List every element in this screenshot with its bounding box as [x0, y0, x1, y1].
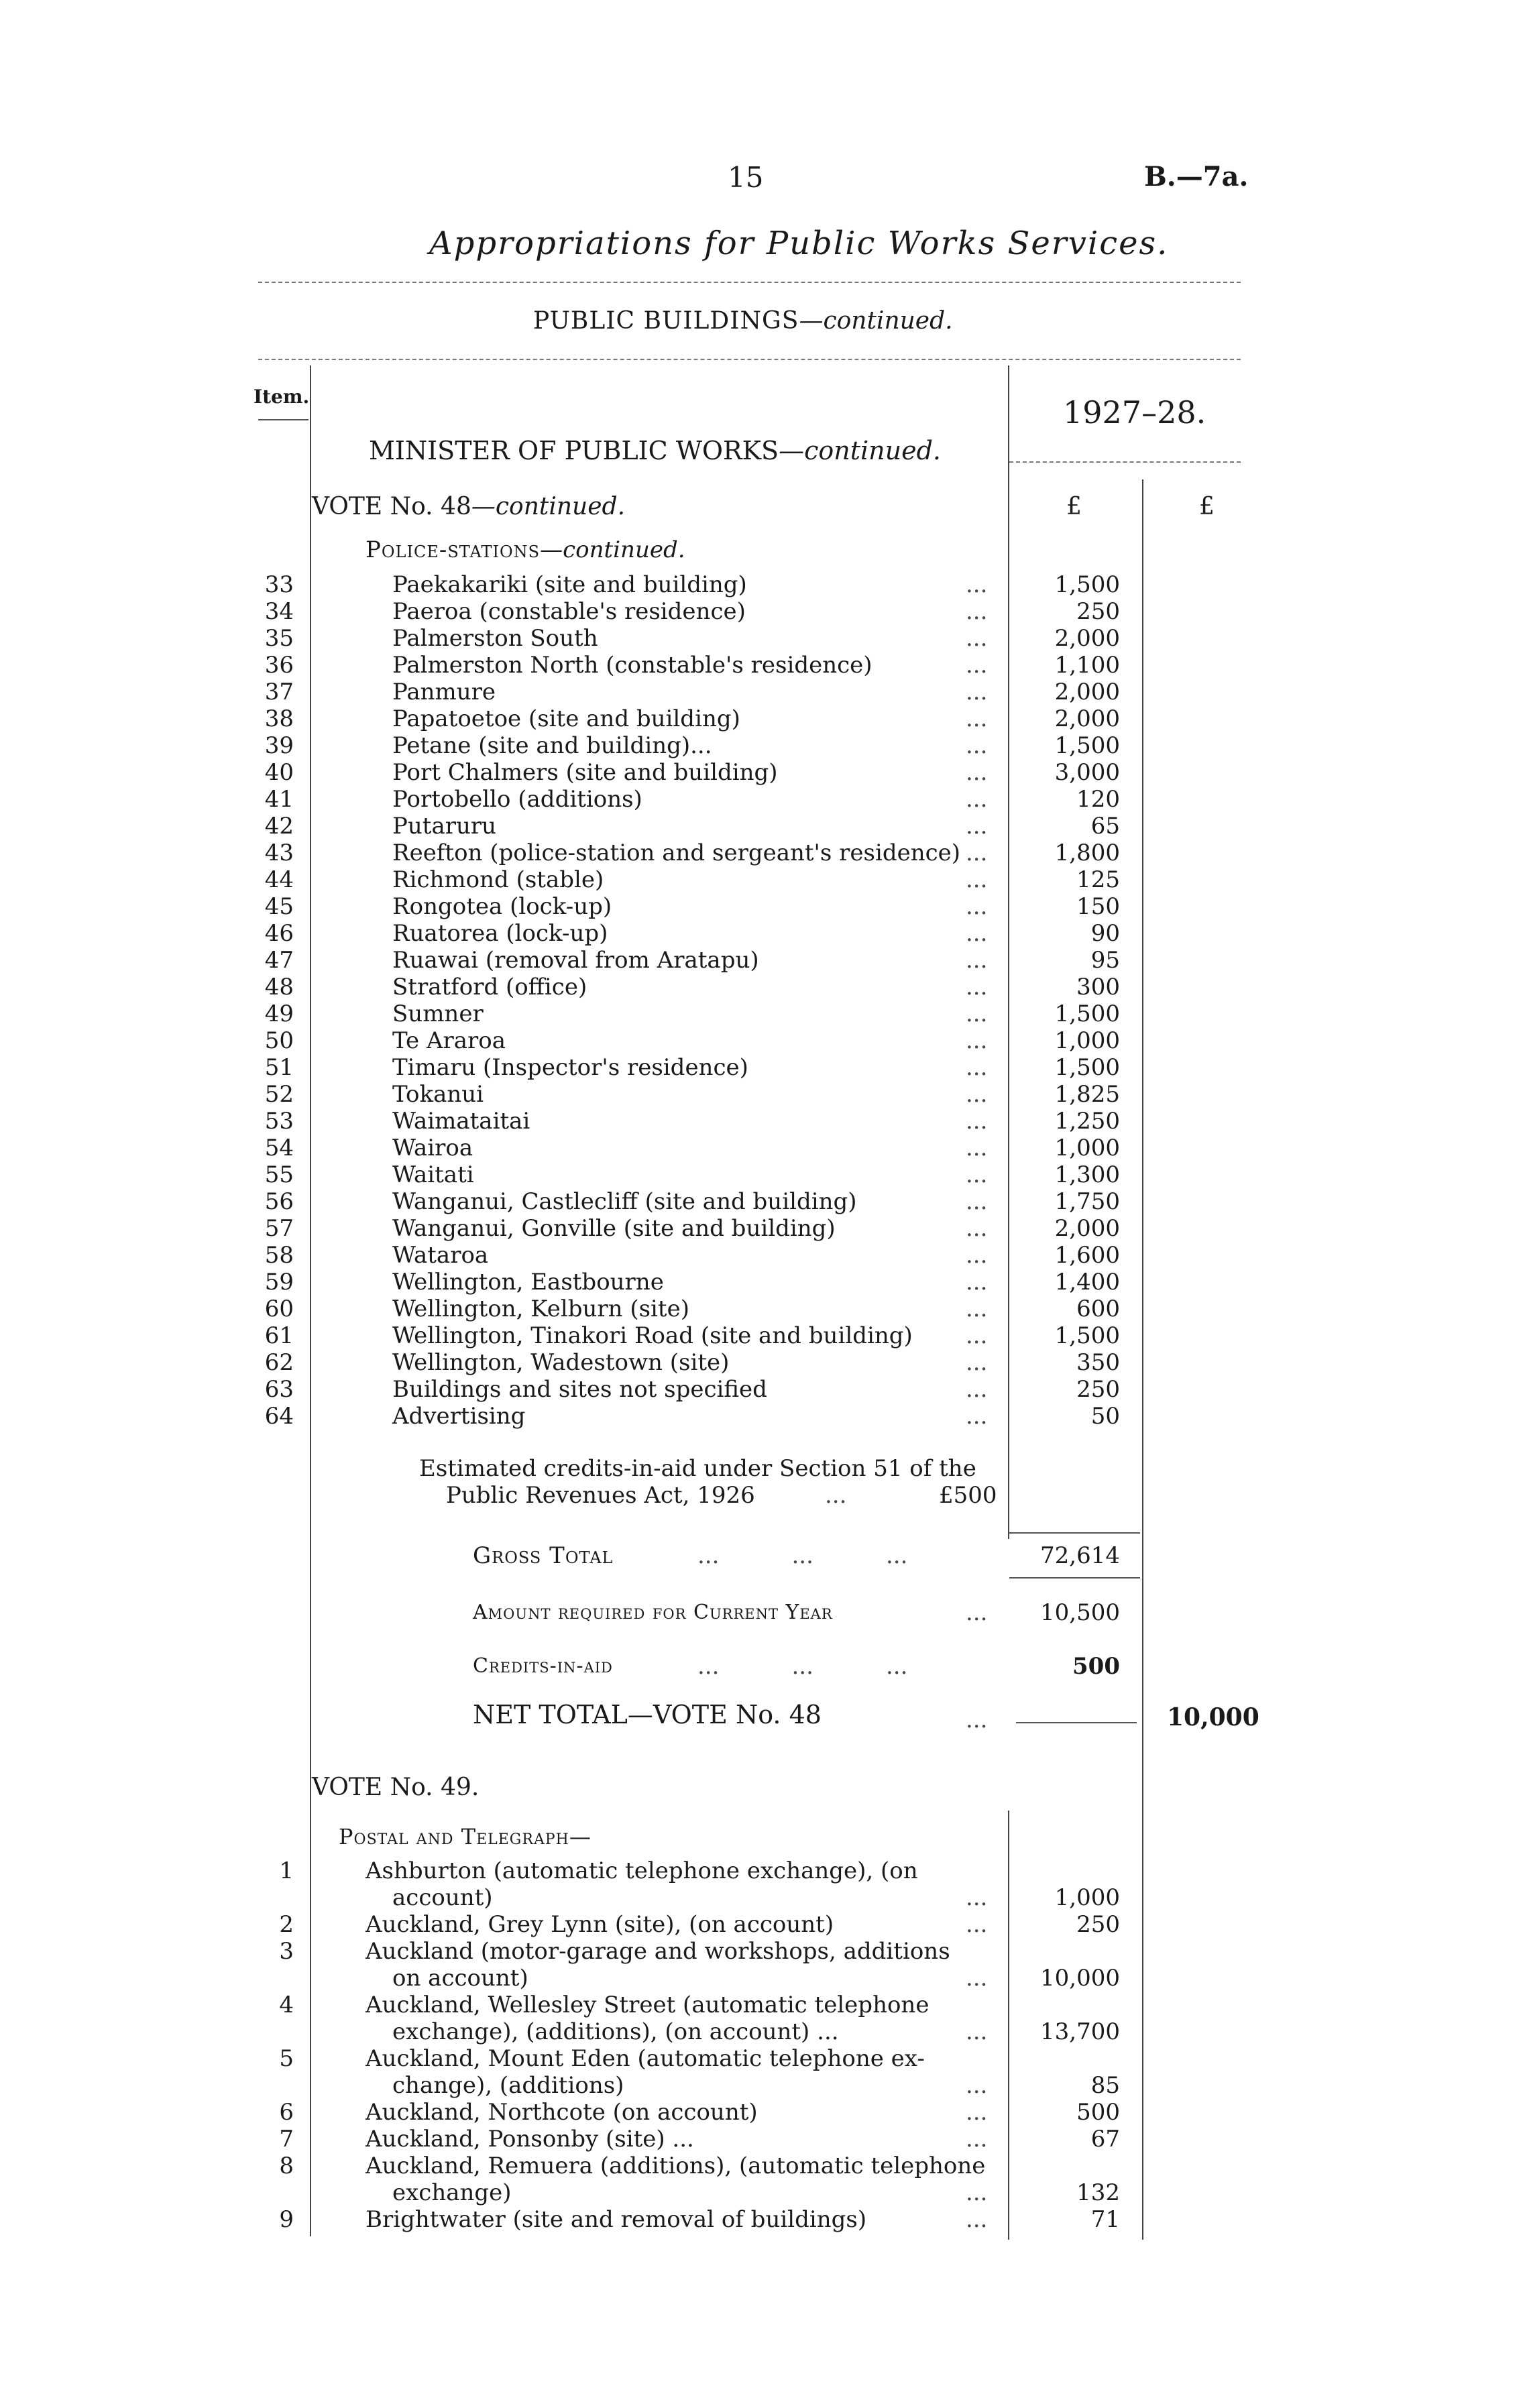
leader-dots: ...	[966, 1054, 988, 1081]
police-item-description: Sumner	[392, 1000, 484, 1027]
vote49-item-amount: 13,700	[1040, 2018, 1120, 2045]
vote49-subheading: Postal and Telegraph—	[339, 1824, 592, 1849]
police-item-amount: 1,800	[1054, 840, 1120, 866]
police-item-number: 50	[264, 1027, 294, 1054]
leader-dots: ...	[966, 840, 988, 866]
police-item-amount: 1,825	[1054, 1081, 1120, 1108]
police-item-amount: 2,000	[1054, 1215, 1120, 1242]
police-item-number: 61	[264, 1322, 294, 1349]
leader-dots: ...	[966, 2179, 988, 2206]
police-item-number: 33	[264, 571, 294, 598]
police-item-description: Wellington, Kelburn (site)	[392, 1296, 689, 1322]
police-item-number: 56	[264, 1188, 294, 1215]
police-item-description: Wellington, Wadestown (site)	[392, 1349, 730, 1376]
page-title: Appropriations for Public Works Services.	[429, 225, 1169, 262]
vote49-item-description: exchange)	[392, 2179, 512, 2206]
leader-dots: ...	[966, 1135, 988, 1161]
police-item-description: Ruatorea (lock-up)	[392, 920, 608, 947]
police-item-description: Reefton (police-station and sergeant's residence)	[392, 840, 961, 866]
police-item-description: Timaru (Inspector's residence)	[392, 1054, 748, 1081]
credits-in-aid-label: Credits-in-aid	[473, 1654, 613, 1678]
vote49-item-number: 5	[279, 2045, 294, 2072]
leader-dots: ...	[966, 1242, 988, 1269]
police-item-description: Rongotea (lock-up)	[392, 893, 612, 920]
vote49-item-description: Auckland, Northcote (on account)	[365, 2099, 758, 2126]
leader-dots: ...	[966, 1027, 988, 1054]
item-header-rule	[258, 419, 308, 420]
leader-dots: ...	[966, 2126, 988, 2153]
leader-dots: ...	[966, 920, 988, 947]
police-subheading	[365, 536, 685, 563]
police-item-amount: 1,750	[1054, 1188, 1120, 1215]
police-main: Police-stations	[365, 536, 541, 563]
leader-dots: ...	[966, 1965, 988, 1992]
leader-dots: ...	[966, 2072, 988, 2099]
amount-column-rule-left	[1008, 365, 1009, 1539]
item-column-header: Item.	[253, 386, 310, 408]
leader-dots: ...	[966, 974, 988, 1000]
police-item-description: Papatoetoe (site and building)	[392, 705, 740, 732]
vote49-item-amount: 1,000	[1054, 1884, 1120, 1911]
leader-dots: ...	[966, 1000, 988, 1027]
police-item-amount: 1,500	[1054, 1322, 1120, 1349]
pound-sign-2: £	[1199, 493, 1215, 520]
police-item-amount: 350	[1076, 1349, 1120, 1376]
police-item-number: 41	[264, 786, 294, 813]
leader-dots: ...	[966, 625, 988, 652]
leader-dots: ...	[966, 1322, 988, 1349]
vote49-item-amount: 67	[1090, 2126, 1120, 2153]
police-item-amount: 125	[1076, 866, 1120, 893]
police-item-description: Putaruru	[392, 813, 497, 840]
amount-required-dots: ...	[966, 1599, 988, 1626]
amount-column-rule-right	[1142, 479, 1143, 2240]
police-item-description: Wellington, Eastbourne	[392, 1269, 664, 1296]
vote49-item-amount: 10,000	[1040, 1965, 1120, 1992]
leader-dots: ...	[966, 732, 988, 759]
police-item-amount: 150	[1076, 893, 1120, 920]
leader-dots: ...	[966, 1349, 988, 1376]
police-item-number: 64	[264, 1403, 294, 1430]
gross-total-dots: ... ... ...	[697, 1542, 908, 1569]
minister-cont: —continued.	[779, 436, 941, 465]
table-top-rule	[258, 359, 1241, 360]
vote49-item-number: 1	[279, 1857, 294, 1884]
vote49-item-description: Auckland, Remuera (additions), (automatic telephone	[365, 2153, 986, 2179]
police-item-number: 42	[264, 813, 294, 840]
police-item-amount: 1,400	[1054, 1269, 1120, 1296]
amount-column-rule-left-lower	[1008, 1811, 1009, 2240]
vote49-item-amount: 132	[1076, 2179, 1120, 2206]
police-item-number: 49	[264, 1000, 294, 1027]
credits-note-line2: Public Revenues Act, 1926	[446, 1482, 755, 1509]
police-item-amount: 65	[1090, 813, 1120, 840]
police-item-amount: 1,250	[1054, 1108, 1120, 1135]
police-item-description: Stratford (office)	[392, 974, 587, 1000]
vote49-item-description: Auckland, Grey Lynn (site), (on account)	[365, 1911, 834, 1938]
police-item-amount: 50	[1090, 1403, 1120, 1430]
net-total-dash	[1016, 1722, 1137, 1723]
vote49-item-amount: 85	[1090, 2072, 1120, 2099]
leader-dots: ...	[966, 893, 988, 920]
credits-in-aid-value: 500	[1072, 1653, 1120, 1680]
vote49-item-description: Auckland, Ponsonby (site) ...	[365, 2126, 694, 2153]
leader-dots: ...	[966, 786, 988, 813]
police-item-number: 60	[264, 1296, 294, 1322]
police-item-amount: 120	[1076, 786, 1120, 813]
police-item-number: 43	[264, 840, 294, 866]
police-item-description: Portobello (additions)	[392, 786, 642, 813]
leader-dots: ...	[966, 2099, 988, 2126]
police-item-amount: 250	[1076, 598, 1120, 625]
police-item-description: Wanganui, Gonville (site and building)	[392, 1215, 836, 1242]
subtitle-cont: —continued.	[799, 307, 953, 335]
leader-dots: ...	[966, 1884, 988, 1911]
leader-dots: ...	[966, 1215, 988, 1242]
vote49-item-description: exchange), (additions), (on account) ...	[392, 2018, 839, 2045]
vote49-heading: VOTE No. 49.	[312, 1774, 480, 1801]
police-item-amount: 600	[1076, 1296, 1120, 1322]
police-item-number: 34	[264, 598, 294, 625]
net-total-dots: ...	[966, 1707, 988, 1733]
police-item-amount: 1,500	[1054, 1054, 1120, 1081]
leader-dots: ...	[966, 1188, 988, 1215]
police-item-number: 38	[264, 705, 294, 732]
police-item-amount: 3,000	[1054, 759, 1120, 786]
vote49-item-number: 8	[279, 2153, 294, 2179]
police-item-description: Wellington, Tinakori Road (site and building)	[392, 1322, 913, 1349]
police-item-description: Tokanui	[392, 1081, 484, 1108]
gross-total-value: 72,614	[1040, 1542, 1120, 1569]
police-item-amount: 250	[1076, 1376, 1120, 1403]
leader-dots: ...	[966, 759, 988, 786]
police-item-number: 55	[264, 1161, 294, 1188]
police-cont: —continued.	[540, 536, 685, 563]
leader-dots: ...	[966, 2018, 988, 2045]
police-item-amount: 2,000	[1054, 705, 1120, 732]
leader-dots: ...	[966, 1911, 988, 1938]
pound-sign-1: £	[1066, 493, 1082, 520]
police-item-description: Wairoa	[392, 1135, 473, 1161]
year-column-header: 1927–28.	[1063, 394, 1206, 431]
amount-required-label: Amount required for Current Year	[473, 1601, 833, 1624]
vote49-item-number: 4	[279, 1992, 294, 2018]
vote48-heading	[312, 493, 625, 520]
vote49-item-number: 7	[279, 2126, 294, 2153]
gross-total-label: Gross Total	[473, 1542, 614, 1569]
minister-heading	[369, 436, 941, 465]
police-item-number: 59	[264, 1269, 294, 1296]
police-item-number: 58	[264, 1242, 294, 1269]
police-item-description: Palmerston North (constable's residence)	[392, 652, 872, 679]
leader-dots: ...	[966, 1161, 988, 1188]
vote49-item-amount: 500	[1076, 2099, 1120, 2126]
police-item-description: Port Chalmers (site and building)	[392, 759, 778, 786]
vote49-item-description: Auckland, Mount Eden (automatic telephone ex-	[365, 2045, 925, 2072]
police-item-amount: 1,500	[1054, 732, 1120, 759]
police-item-number: 53	[264, 1108, 294, 1135]
leader-dots: ...	[966, 571, 988, 598]
leader-dots: ...	[966, 598, 988, 625]
leader-dots: ...	[966, 705, 988, 732]
police-item-amount: 95	[1090, 947, 1120, 974]
vote49-item-amount: 250	[1076, 1911, 1120, 1938]
police-item-amount: 1,500	[1054, 571, 1120, 598]
police-item-description: Wanganui, Castlecliff (site and building)	[392, 1188, 857, 1215]
police-item-description: Petane (site and building)...	[392, 732, 712, 759]
police-item-description: Paeroa (constable's residence)	[392, 598, 746, 625]
leader-dots: ...	[966, 866, 988, 893]
police-item-amount: 1,600	[1054, 1242, 1120, 1269]
police-item-amount: 1,500	[1054, 1000, 1120, 1027]
leader-dots: ...	[966, 1376, 988, 1403]
item-column-rule	[310, 365, 311, 2236]
police-item-number: 35	[264, 625, 294, 652]
vote49-item-description: on account)	[392, 1965, 528, 1992]
credits-in-aid-dots: ... ... ...	[697, 1653, 908, 1680]
net-total-label: NET TOTAL—VOTE No. 48	[473, 1700, 822, 1729]
police-item-amount: 2,000	[1054, 625, 1120, 652]
police-item-amount: 1,000	[1054, 1027, 1120, 1054]
vote49-item-description: Brightwater (site and removal of buildings)	[365, 2206, 867, 2233]
gross-bottom-rule	[1009, 1577, 1140, 1579]
police-item-description: Wataroa	[392, 1242, 489, 1269]
leader-dots: ...	[966, 1108, 988, 1135]
leader-dots: ...	[966, 813, 988, 840]
leader-dots: ...	[966, 1269, 988, 1296]
police-item-amount: 1,300	[1054, 1161, 1120, 1188]
amount-required-value: 10,500	[1040, 1599, 1120, 1626]
credits-note-dots: ...	[825, 1482, 847, 1509]
vote49-item-description: account)	[392, 1884, 493, 1911]
police-item-number: 62	[264, 1349, 294, 1376]
police-item-description: Waitati	[392, 1161, 474, 1188]
police-item-amount: 90	[1090, 920, 1120, 947]
police-item-description: Waimataitai	[392, 1108, 530, 1135]
leader-dots: ...	[966, 1403, 988, 1430]
gross-top-rule	[1009, 1532, 1140, 1534]
vote48-cont: —continued.	[471, 493, 626, 520]
police-item-amount: 1,100	[1054, 652, 1120, 679]
document-reference: B.—7a.	[1144, 161, 1249, 192]
police-item-description: Richmond (stable)	[392, 866, 604, 893]
year-header-rule	[1009, 461, 1241, 463]
minister-main: MINISTER OF PUBLIC WORKS	[369, 436, 779, 465]
police-item-description: Ruawai (removal from Aratapu)	[392, 947, 759, 974]
leader-dots: ...	[966, 947, 988, 974]
police-item-number: 57	[264, 1215, 294, 1242]
leader-dots: ...	[966, 1296, 988, 1322]
police-item-description: Buildings and sites not specified	[392, 1376, 767, 1403]
police-item-number: 48	[264, 974, 294, 1000]
police-item-number: 54	[264, 1135, 294, 1161]
vote48-main: VOTE No. 48	[312, 493, 471, 520]
vote49-item-number: 3	[279, 1938, 294, 1965]
police-item-description: Panmure	[392, 679, 496, 705]
police-item-number: 46	[264, 920, 294, 947]
leader-dots: ...	[966, 679, 988, 705]
subtitle-main: PUBLIC BUILDINGS	[533, 307, 799, 335]
police-item-number: 39	[264, 732, 294, 759]
credits-note-line1: Estimated credits-in-aid under Section 51 of the	[419, 1455, 976, 1482]
leader-dots: ...	[966, 652, 988, 679]
police-item-number: 44	[264, 866, 294, 893]
police-item-description: Paekakariki (site and building)	[392, 571, 747, 598]
page-number: 15	[728, 161, 764, 194]
vote49-item-description: Ashburton (automatic telephone exchange), (on	[365, 1857, 918, 1884]
police-item-number: 51	[264, 1054, 294, 1081]
police-item-number: 63	[264, 1376, 294, 1403]
police-item-amount: 2,000	[1054, 679, 1120, 705]
police-item-number: 36	[264, 652, 294, 679]
leader-dots: ...	[966, 2206, 988, 2233]
vote49-item-number: 9	[279, 2206, 294, 2233]
police-item-number: 47	[264, 947, 294, 974]
police-item-description: Te Araroa	[392, 1027, 506, 1054]
police-item-description: Advertising	[392, 1403, 526, 1430]
police-item-amount: 1,000	[1054, 1135, 1120, 1161]
vote49-item-description: Auckland (motor-garage and workshops, additions	[365, 1938, 950, 1965]
vote49-item-number: 2	[279, 1911, 294, 1938]
police-item-number: 52	[264, 1081, 294, 1108]
vote49-item-description: Auckland, Wellesley Street (automatic telephone	[365, 1992, 929, 2018]
police-item-number: 37	[264, 679, 294, 705]
section-subtitle	[533, 307, 953, 335]
police-item-number: 40	[264, 759, 294, 786]
net-total-value: 10,000	[1167, 1703, 1259, 1731]
credits-note-amount: £500	[939, 1482, 997, 1509]
police-item-amount: 300	[1076, 974, 1120, 1000]
vote49-item-number: 6	[279, 2099, 294, 2126]
police-item-number: 45	[264, 893, 294, 920]
leader-dots: ...	[966, 1081, 988, 1108]
title-rule	[258, 282, 1241, 283]
vote49-item-amount: 71	[1090, 2206, 1120, 2233]
vote49-item-description: change), (additions)	[392, 2072, 624, 2099]
police-item-description: Palmerston South	[392, 625, 598, 652]
